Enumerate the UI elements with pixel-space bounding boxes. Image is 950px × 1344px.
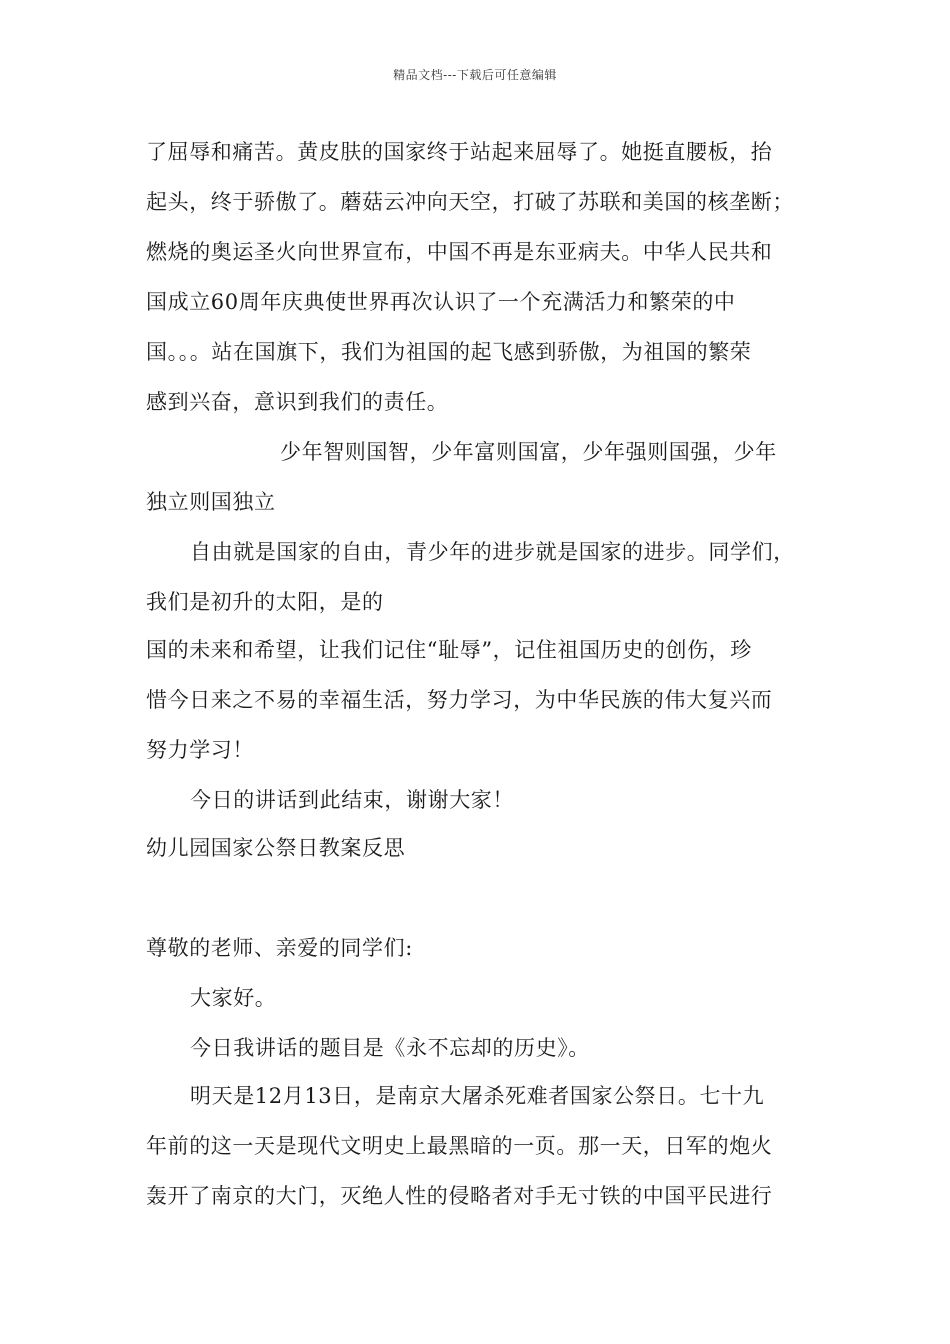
body-line: 国成立60周年庆典使世界再次认识了一个充满活力和繁荣的中 [146, 290, 736, 314]
body-line: 国的未来和希望，让我们记住“耻辱”，记住祖国历史的创伤，珍 [146, 638, 752, 662]
body-line: 年前的这一天是现代文明史上最黑暗的一页。那一天，日军的炮火 [146, 1134, 773, 1158]
body-line: 努力学习！ [146, 738, 254, 762]
body-line: 自由就是国家的自由，青少年的进步就是国家的进步。同学们， [190, 540, 795, 564]
body-line: 了屈辱和痛苦。黄皮肤的国家终于站起来屈辱了。她挺直腰板，抬 [146, 140, 773, 164]
body-line: 起头，终于骄傲了。蘑菇云冲向天空，打破了苏联和美国的核垄断； [146, 190, 794, 214]
body-line: 今日我讲话的题目是《永不忘却的历史》。 [190, 1036, 590, 1060]
body-line: 轰开了南京的大门，灭绝人性的侵略者对手无寸铁的中国平民进行 [146, 1184, 773, 1208]
body-line: 独立则国独立 [146, 490, 276, 514]
salutation: 尊敬的老师、亲爱的同学们: [146, 936, 413, 960]
body-line: 少年智则国智，少年富则国富，少年强则国强，少年 [280, 440, 777, 464]
body-line: 感到兴奋，意识到我们的责任。 [146, 390, 449, 414]
greeting: 大家好。 [190, 986, 277, 1010]
body-line: 惜今日来之不易的幸福生活，努力学习，为中华民族的伟大复兴而 [146, 688, 773, 712]
body-line: 我们是初升的太阳，是的 [146, 590, 384, 614]
body-line: 燃烧的奥运圣火向世界宣布，中国不再是东亚病夫。中华人民共和 [146, 240, 773, 264]
section-title: 幼儿园国家公祭日教案反思 [146, 836, 406, 860]
body-line: 明天是12月13日，是南京大屠杀死难者国家公祭日。七十九 [190, 1084, 765, 1108]
page-header: 精品文档---下载后可任意编辑 [393, 68, 557, 82]
body-line: 国。。。站在国旗下，我们为祖国的起飞感到骄傲，为祖国的繁荣 [146, 340, 752, 364]
body-line: 今日的讲话到此结束，谢谢大家！ [190, 788, 514, 812]
